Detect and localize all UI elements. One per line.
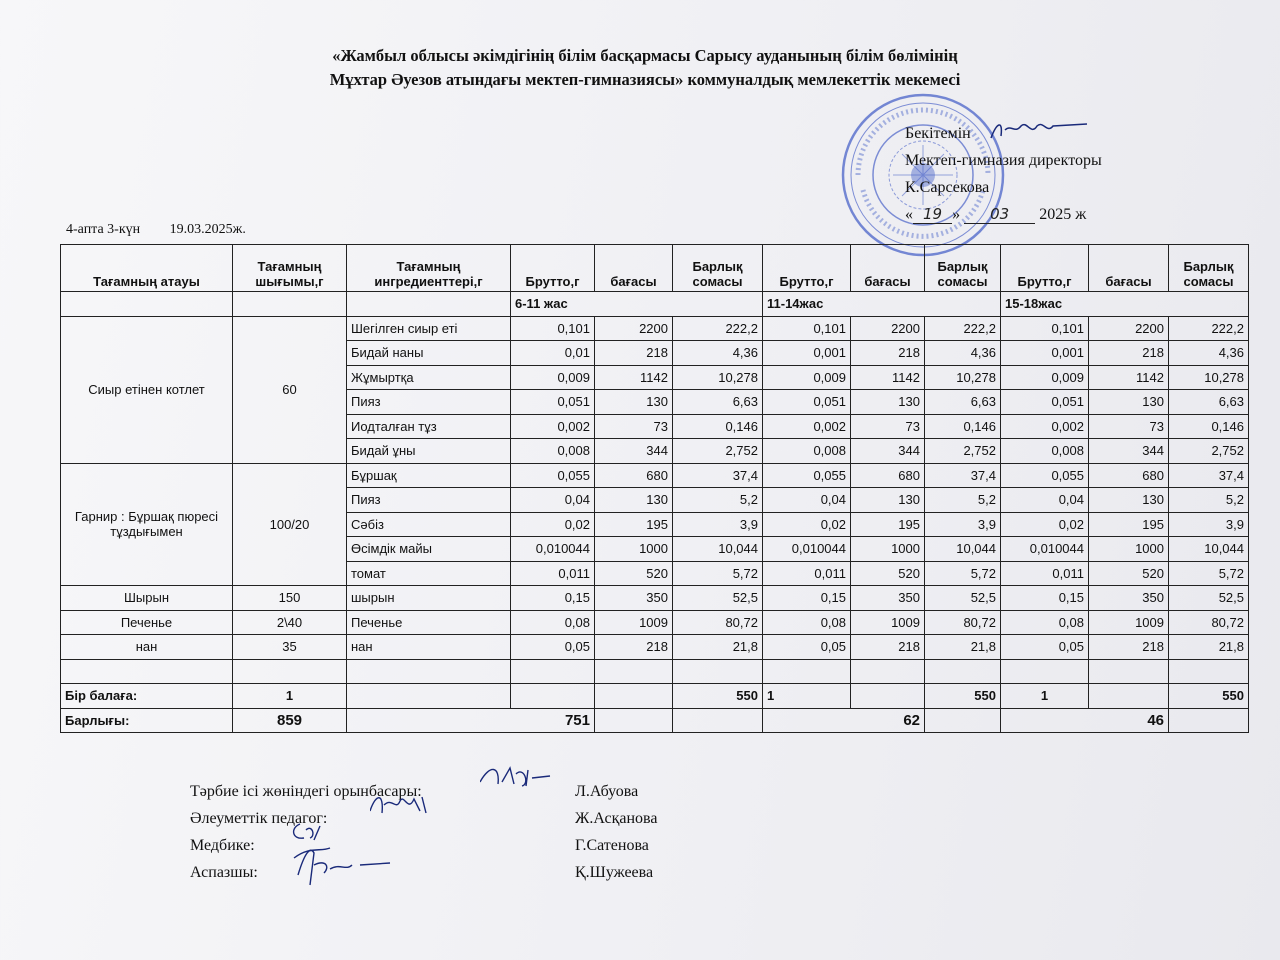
sum-value: 222,2 <box>673 316 763 341</box>
dish-yield: 100/20 <box>233 463 347 586</box>
per-child-sum-1: 550 <box>673 684 763 709</box>
sum-value: 2,752 <box>925 439 1001 464</box>
signature-role: Аспазшы: <box>190 864 258 881</box>
ingredient-name: нан <box>347 635 511 660</box>
sum-value: 2,752 <box>1169 439 1249 464</box>
gross-value: 0,001 <box>763 341 851 366</box>
sum-value: 37,4 <box>925 463 1001 488</box>
sum-value: 52,5 <box>673 586 763 611</box>
price-value: 218 <box>595 341 673 366</box>
sum-value: 52,5 <box>925 586 1001 611</box>
age-group-3: 15-18жас <box>1001 292 1249 317</box>
gross-value: 0,08 <box>511 610 595 635</box>
total-group-3: 46 <box>1001 708 1169 733</box>
sum-value: 10,278 <box>673 365 763 390</box>
gross-value: 0,04 <box>1001 488 1089 513</box>
table-row <box>61 610 1249 635</box>
price-value: 218 <box>1089 635 1169 660</box>
sum-value: 6,63 <box>925 390 1001 415</box>
price-value: 218 <box>851 341 925 366</box>
ingredient-name: Пияз <box>347 488 511 513</box>
price-value: 2200 <box>1089 316 1169 341</box>
per-child-sum-2: 550 <box>925 684 1001 709</box>
ingredient-name: Бұршақ <box>347 463 511 488</box>
gross-value: 0,009 <box>1001 365 1089 390</box>
price-value: 195 <box>595 512 673 537</box>
gross-value: 0,05 <box>1001 635 1089 660</box>
sum-value: 0,146 <box>673 414 763 439</box>
price-value: 130 <box>851 488 925 513</box>
sum-value: 3,9 <box>673 512 763 537</box>
price-value: 1000 <box>851 537 925 562</box>
menu-date: 19.03.2025ж. <box>169 222 246 237</box>
price-value: 218 <box>595 635 673 660</box>
sum-value: 21,8 <box>925 635 1001 660</box>
ingredient-name: шырын <box>347 586 511 611</box>
price-value: 1000 <box>595 537 673 562</box>
price-value: 680 <box>1089 463 1169 488</box>
per-child-label: Бір балаға: <box>61 684 233 709</box>
sum-value: 4,36 <box>925 341 1001 366</box>
age-group-row <box>61 292 1249 317</box>
price-value: 520 <box>595 561 673 586</box>
price-value: 130 <box>851 390 925 415</box>
gross-value: 0,15 <box>1001 586 1089 611</box>
price-value: 350 <box>595 586 673 611</box>
price-value: 344 <box>851 439 925 464</box>
ingredient-name: Жұмыртқа <box>347 365 511 390</box>
gross-value: 0,055 <box>1001 463 1089 488</box>
sum-value: 52,5 <box>1169 586 1249 611</box>
sum-value: 10,278 <box>1169 365 1249 390</box>
gross-value: 0,101 <box>763 316 851 341</box>
gross-value: 0,051 <box>1001 390 1089 415</box>
price-value: 195 <box>851 512 925 537</box>
ingredient-name: томат <box>347 561 511 586</box>
header-line-2: Мұхтар Әуезов атындағы мектеп-гимназиясы» коммуналдық мемлекеттік мекемесі <box>329 70 961 89</box>
price-value: 1009 <box>851 610 925 635</box>
dish-name: Печенье <box>61 610 233 635</box>
approval-title: Бекітемін <box>905 125 971 142</box>
price-value: 520 <box>1089 561 1169 586</box>
gross-value: 0,002 <box>763 414 851 439</box>
gross-value: 0,001 <box>1001 341 1089 366</box>
sum-value: 10,044 <box>673 537 763 562</box>
ingredient-name: Бидай ұны <box>347 439 511 464</box>
col-yield: Тағамның шығымы,г <box>233 245 347 292</box>
sum-value: 80,72 <box>673 610 763 635</box>
sum-value: 0,146 <box>925 414 1001 439</box>
gross-value: 0,010044 <box>763 537 851 562</box>
table-row <box>61 635 1249 660</box>
quote-open: « <box>905 206 913 223</box>
price-value: 344 <box>1089 439 1169 464</box>
gross-value: 0,05 <box>511 635 595 660</box>
age-group-2: 11-14жас <box>763 292 1001 317</box>
signature-role: Әлеуметтік педагог: <box>190 810 328 827</box>
price-value: 350 <box>851 586 925 611</box>
gross-value: 0,05 <box>763 635 851 660</box>
col-sum-3: Барлық сомасы <box>1169 245 1249 292</box>
total-label: Барлығы: <box>61 708 233 733</box>
sum-value: 10,044 <box>925 537 1001 562</box>
col-dish: Тағамның атауы <box>61 245 233 292</box>
col-sum-1: Барлық сомасы <box>673 245 763 292</box>
signature-role: Медбике: <box>190 837 255 854</box>
day-info <box>66 222 272 238</box>
price-value: 218 <box>851 635 925 660</box>
sum-value: 37,4 <box>1169 463 1249 488</box>
dish-name: Гарнир : Бұршақ пюресі тұздығымен <box>61 463 233 586</box>
total-group-1: 751 <box>347 708 595 733</box>
price-value: 73 <box>595 414 673 439</box>
approval-year: 2025 ж <box>1039 206 1087 223</box>
gross-value: 0,02 <box>511 512 595 537</box>
gross-value: 0,008 <box>1001 439 1089 464</box>
approval-month: 03 <box>964 205 1035 224</box>
approval-position: Мектеп-гимназия директоры <box>905 152 1102 169</box>
price-value: 350 <box>1089 586 1169 611</box>
header-row <box>61 245 1249 292</box>
col-gross-1: Брутто,г <box>511 245 595 292</box>
sum-value: 21,8 <box>1169 635 1249 660</box>
total-row <box>61 708 1249 733</box>
dish-yield: 35 <box>233 635 347 660</box>
approval-day: 19 <box>913 205 952 224</box>
approval-date <box>905 201 1165 228</box>
sum-value: 4,36 <box>673 341 763 366</box>
col-ingredients: Тағамның ингредиенттері,г <box>347 245 511 292</box>
ingredient-name: Өсімдік майы <box>347 537 511 562</box>
gross-value: 0,008 <box>763 439 851 464</box>
price-value: 520 <box>851 561 925 586</box>
handwritten-signature <box>480 764 590 808</box>
sum-value: 10,044 <box>1169 537 1249 562</box>
gross-value: 0,01 <box>511 341 595 366</box>
sum-value: 5,2 <box>1169 488 1249 513</box>
gross-value: 0,011 <box>511 561 595 586</box>
sum-value: 80,72 <box>1169 610 1249 635</box>
sum-value: 5,2 <box>673 488 763 513</box>
col-price-1: бағасы <box>595 245 673 292</box>
gross-value: 0,011 <box>763 561 851 586</box>
sum-value: 6,63 <box>1169 390 1249 415</box>
per-child-sum-3: 550 <box>1169 684 1249 709</box>
col-gross-3: Брутто,г <box>1001 245 1089 292</box>
gross-value: 0,009 <box>511 365 595 390</box>
director-signature <box>987 116 1097 146</box>
sum-value: 3,9 <box>925 512 1001 537</box>
sum-value: 222,2 <box>1169 316 1249 341</box>
document-header <box>0 44 1280 92</box>
total-value: 859 <box>233 708 347 733</box>
sum-value: 5,72 <box>925 561 1001 586</box>
gross-value: 0,008 <box>511 439 595 464</box>
col-sum-2: Барлық сомасы <box>925 245 1001 292</box>
total-group-2: 62 <box>763 708 925 733</box>
signature-name: Г.Сатенова <box>575 837 649 854</box>
price-value: 1142 <box>595 365 673 390</box>
price-value: 1142 <box>851 365 925 390</box>
gross-value: 0,08 <box>1001 610 1089 635</box>
price-value: 1009 <box>1089 610 1169 635</box>
table-row <box>61 463 1249 488</box>
sum-value: 10,278 <box>925 365 1001 390</box>
sum-value: 4,36 <box>1169 341 1249 366</box>
price-value: 680 <box>595 463 673 488</box>
gross-value: 0,010044 <box>511 537 595 562</box>
table-row <box>61 586 1249 611</box>
price-value: 130 <box>1089 390 1169 415</box>
gross-value: 0,08 <box>763 610 851 635</box>
per-child-count-2: 1 <box>763 684 851 709</box>
sum-value: 222,2 <box>925 316 1001 341</box>
empty-row <box>61 659 1249 684</box>
sum-value: 6,63 <box>673 390 763 415</box>
signature-name: Қ.Шужеева <box>575 864 654 881</box>
price-value: 73 <box>1089 414 1169 439</box>
price-value: 130 <box>1089 488 1169 513</box>
week-day: 4-апта 3-күн <box>66 222 141 237</box>
col-price-3: бағасы <box>1089 245 1169 292</box>
ingredient-name: Сәбіз <box>347 512 511 537</box>
gross-value: 0,02 <box>1001 512 1089 537</box>
ingredient-name: Шегілген сиыр еті <box>347 316 511 341</box>
sum-value: 21,8 <box>673 635 763 660</box>
gross-value: 0,011 <box>1001 561 1089 586</box>
price-value: 130 <box>595 390 673 415</box>
dish-name: нан <box>61 635 233 660</box>
gross-value: 0,051 <box>763 390 851 415</box>
price-value: 130 <box>595 488 673 513</box>
per-child-count: 1 <box>233 684 347 709</box>
gross-value: 0,051 <box>511 390 595 415</box>
signature-role: Тәрбие ісі жөніндегі орынбасары: <box>190 783 422 800</box>
price-value: 1000 <box>1089 537 1169 562</box>
dish-name: Сиыр етінен котлет <box>61 316 233 463</box>
per-child-count-3: 1 <box>1001 684 1089 709</box>
gross-value: 0,010044 <box>1001 537 1089 562</box>
ingredient-name: Иодталған тұз <box>347 414 511 439</box>
col-gross-2: Брутто,г <box>763 245 851 292</box>
dish-yield: 150 <box>233 586 347 611</box>
sum-value: 3,9 <box>1169 512 1249 537</box>
approval-name: К.Сарсекова <box>905 179 990 196</box>
ingredient-name: Печенье <box>347 610 511 635</box>
age-group-1: 6-11 жас <box>511 292 763 317</box>
ingredient-name: Пияз <box>347 390 511 415</box>
menu-table <box>60 244 1249 733</box>
price-value: 1009 <box>595 610 673 635</box>
price-value: 218 <box>1089 341 1169 366</box>
dish-yield: 2\40 <box>233 610 347 635</box>
sum-value: 0,146 <box>1169 414 1249 439</box>
table-row <box>61 316 1249 341</box>
quote-close: » <box>952 206 961 223</box>
gross-value: 0,002 <box>1001 414 1089 439</box>
gross-value: 0,04 <box>511 488 595 513</box>
price-value: 344 <box>595 439 673 464</box>
sum-value: 37,4 <box>673 463 763 488</box>
gross-value: 0,101 <box>511 316 595 341</box>
sum-value: 5,2 <box>925 488 1001 513</box>
signature-name: Ж.Асқанова <box>575 810 658 827</box>
signature-name: Л.Абуова <box>575 783 639 800</box>
price-value: 1142 <box>1089 365 1169 390</box>
dish-name: Шырын <box>61 586 233 611</box>
gross-value: 0,15 <box>511 586 595 611</box>
gross-value: 0,04 <box>763 488 851 513</box>
price-value: 195 <box>1089 512 1169 537</box>
sum-value: 5,72 <box>1169 561 1249 586</box>
gross-value: 0,15 <box>763 586 851 611</box>
price-value: 2200 <box>595 316 673 341</box>
sum-value: 5,72 <box>673 561 763 586</box>
gross-value: 0,055 <box>511 463 595 488</box>
dish-yield: 60 <box>233 316 347 463</box>
gross-value: 0,002 <box>511 414 595 439</box>
sum-value: 2,752 <box>673 439 763 464</box>
price-value: 73 <box>851 414 925 439</box>
price-value: 2200 <box>851 316 925 341</box>
ingredient-name: Бидай наны <box>347 341 511 366</box>
gross-value: 0,009 <box>763 365 851 390</box>
per-child-row <box>61 684 1249 709</box>
header-line-1: «Жамбыл облысы әкімдігінің білім басқармасы Сарысу ауданының білім бөлімінің <box>332 46 958 65</box>
gross-value: 0,101 <box>1001 316 1089 341</box>
handwritten-signature <box>290 845 400 889</box>
gross-value: 0,02 <box>763 512 851 537</box>
price-value: 680 <box>851 463 925 488</box>
col-price-2: бағасы <box>851 245 925 292</box>
sum-value: 80,72 <box>925 610 1001 635</box>
gross-value: 0,055 <box>763 463 851 488</box>
approval-block <box>905 120 1165 228</box>
